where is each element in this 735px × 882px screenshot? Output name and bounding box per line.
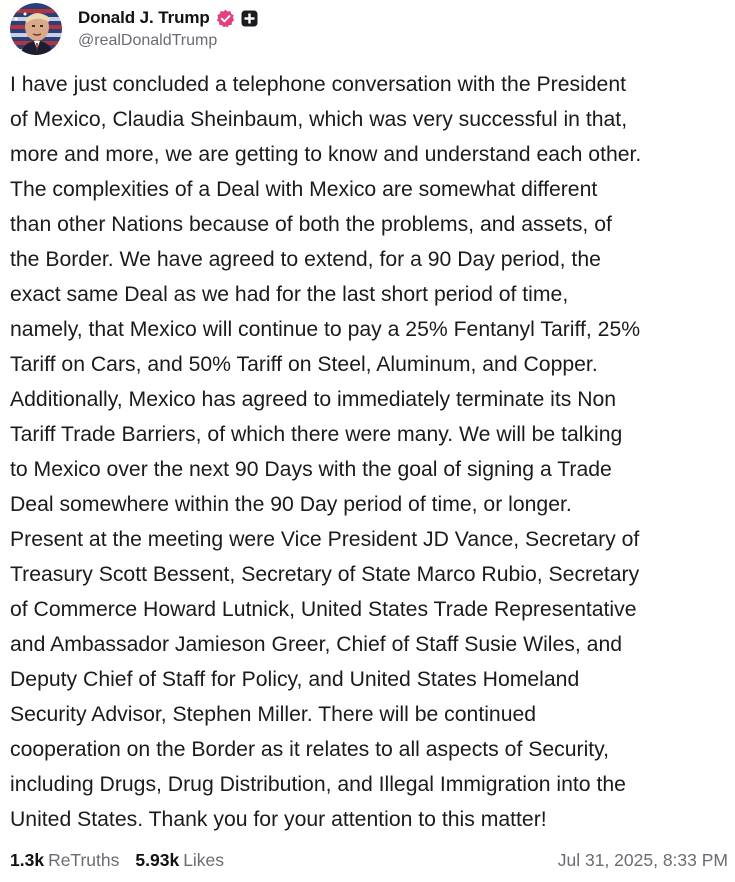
post-footer bbox=[10, 846, 728, 874]
user-handle[interactable]: @realDonaldTrump bbox=[78, 32, 218, 49]
display-name[interactable]: Donald J. Trump bbox=[78, 8, 210, 27]
plus-badge-icon bbox=[241, 10, 258, 27]
name-row bbox=[78, 6, 258, 30]
post-body: I have just concluded a telephone conversation with the President of Mexico, Claudia Sheinbaum, which was very successful in that, more and more, we are getting to know and understand each other. The complexities of a Deal with Mexico are somewhat different than other Nations because of both the problems, and assets, of the Border. We have agreed to extend, for a 90 Day period, the exact same Deal as we had for the last short period of time, namely, that Mexico will continue to pay a 25% Fentanyl Tariff, 25% Tariff on Cars, and 50% Tariff on Steel, Aluminum, and Copper. Additionally, Mexico has agreed to immediately terminate its Non Tariff Trade Barriers, of which there were many. We will be talking to Mexico over the next 90 Days with the goal of signing a Trade Deal somewhere within the 90 Day period of time, or longer. Present at the meeting were Vice President JD Vance, Secretary of Treasury Scott Bessent, Secretary of State Marco Rubio, Secretary of Commerce Howard Lutnick, United States Trade Representative and Ambassador Jamieson Greer, Chief of Staff Susie Wiles, and Deputy Chief of Staff for Policy, and United States Homeland Security Advisor, Stephen Miller. There will be continued cooperation on the Border as it relates to all aspects of Security, including Drugs, Drug Distribution, and Illegal Immigration into the United States. Thank you for your attention to this matter! bbox=[10, 73, 642, 831]
likes-count: 5.93k bbox=[135, 849, 180, 870]
avatar[interactable] bbox=[10, 3, 62, 55]
likes-stat[interactable] bbox=[135, 850, 224, 871]
author-block bbox=[78, 3, 258, 50]
avatar-image bbox=[10, 3, 62, 55]
verified-badge-icon bbox=[216, 9, 235, 28]
post-header bbox=[10, 3, 258, 57]
retruths-label: ReTruths bbox=[48, 849, 120, 870]
retruths-stat[interactable] bbox=[10, 850, 119, 871]
likes-label: Likes bbox=[183, 849, 225, 870]
post-timestamp[interactable]: Jul 31, 2025, 8:33 PM bbox=[557, 849, 728, 870]
retruths-count: 1.3k bbox=[10, 849, 45, 870]
